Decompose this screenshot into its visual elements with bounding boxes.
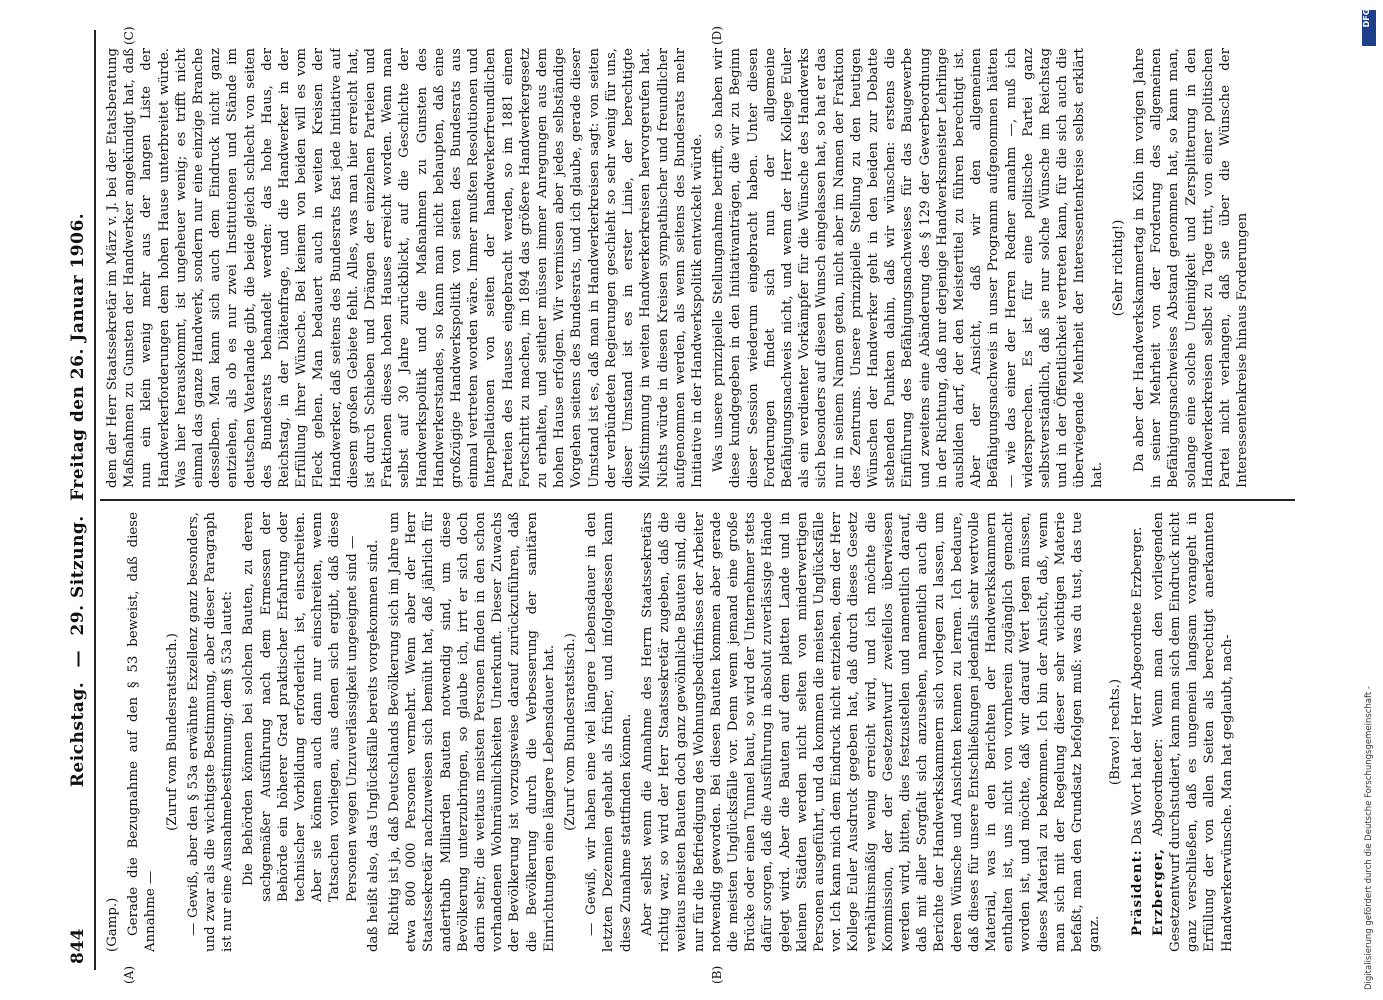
paragraph: Aber selbst wenn die Annahme des Herrn Staatssekretärs richtig war, so wird der Herr Staatssekretär zugeben, daß die weitaus meisten Bauten doch ganz gewöhnliche Bauten sind, die nur für die Befriedigung des Wohnungsbedürfnisses der Arbeiter notwendig geworden. Bei diesen Bauten kommen aber gerade die meisten Unglücksfälle vor. Denn wenn jemand eine große Brücke oder einen Tunnel baut, so wird der Unternehmer stets dafür sorgen, daß die Ausführung in absolut zuverlässige Hände gelegt wird. Aber die Bauten auf dem platten Lande und in kleinen Städten werden nicht selten von minderwertigen Personen ausgeführt, und da kommen die meisten Unglücksfälle vor. Ich kann mich dem Eindruck nicht entziehen, dem der Herr Kollege Euler Ausdruck gegeben hat, daß durch dieses Gesetz verhältnismäßig wenig erreicht wird, und ich möchte die Kommission, der der Gesetzentwurf zweifellos überwiesen werden wird, bitten, dies festzustellen und namentlich darauf, daß mit aller Sorgfalt sich anzusehen, namentlich auch die Berichte der Handwerkskammern sich vorlegen zu lassen, um deren Wünsche und Ansichten kennen zu lernen. Ich bedaure, daß dieses für unsere Entschließungen jedenfalls sehr wertvolle Material, was in den Berichten der Handwerkskammern enthalten ist, uns nicht von vornherein zugänglich gemacht worden ist, und möchte, daß wir darauf Wert legen müssen, dieses Material zu bekommen. Ich bin der Ansicht, daß, wenn man sich mit der Regelung dieser sehr wichtigen Materie befaßt, man den Grundsatz befolgen muß: was du tust, das tue ganz. <box>639 512 1103 952</box>
dfg-logo: DFG <box>1362 10 1376 46</box>
interjection: (Zuruf vom Bundesratstisch.) <box>563 633 579 831</box>
title-dash: — <box>68 649 88 668</box>
digitization-credit: Digitalisierung gefördert durch die Deutsche Forschungsgemeinschaft - <box>1364 686 1374 990</box>
paragraph <box>1150 512 1236 952</box>
paragraph: — Gewiß, aber den § 53a erwähnte Exzellenz ganz besonders, und zwar als die wichtigste Bestimmung, aber dieser Paragraph ist nur eine Ausnahmebestimmung; dem § 53a lautet: <box>185 512 236 952</box>
speech-text: Abgeordneter: Wenn man den vorliegenden Gesetzentwurf durchstudiert, kann man sich dem Eindruck nicht ganz verschließen, daß es ungemein langsam vorangeht in Erfüllung der von allen Seiten als berechtigt anerkannten Handwerkerwünsche. Man hat geglaubt, nach- <box>1150 512 1235 952</box>
interjection: (Sehr richtig!) <box>1110 219 1126 317</box>
left-column <box>104 512 1294 952</box>
paragraph <box>1129 512 1146 952</box>
paragraph: — Gewiß, wir haben eine viel längere Lebensdauer in den letzten Dezennien gehabt als früher, und infolgedessen kann diese Zunahme stattfinden können. <box>584 512 634 952</box>
session-name: 29. Sitzung. <box>68 515 88 636</box>
session-date: Freitag den 26. Januar 1906. <box>68 212 88 501</box>
paragraph: daß heißt also, das Unglücksfälle bereits vorgekommen sind. <box>365 539 381 952</box>
margin-mark-d: (D) <box>710 26 724 45</box>
speaker-name: Erzberger, <box>1150 848 1166 936</box>
paragraph: dem der Herr Staatssekretär im März v. J. bei der Etatsberatung Maßnahmen zu Gunsten der Handwerker angekündigt hat, daß nun ein klein wenig mehr aus der langen Liste der Handwerkerforderungen dem hohen Hause unterbreitet würde. Was hier herauskommt, ist ungeheuer wenig; es trifft nicht einmal das ganze Handwerk, sondern nur eine einzige Branche desselben. Man kann sich auch dem Eindruck nicht ganz entziehen, als ob es nur zwei Institutionen und Stände im deutschen Vaterlande gibt, die beide gleich schlecht von seiten des Bundesrats behandelt werden: das hohe Haus, der Reichstag, in der Diätenfrage, und die Handwerker in der Erfüllung ihrer Wünsche. Bei keinem von beiden will es vom Fleck gehen. Man bedauert auch in weiten Kreisen der Handwerker, daß seitens des Bundesrats fast jede Initiative auf diesem großen Gebiete fehlt. Alles, was man hier erreicht hat, ist durch Schieben und Drängen der einzelnen Parteien und Fraktionen dieses hohen Hauses erreicht worden. Wenn man selbst auf 30 Jahre zurückblickt, auf die Geschichte der Handwerkspolitik und die Maßnahmen zu Gunsten des Handwerkerstandes, so kann man nicht behaupten, daß eine großzügige Handwerkspolitik von seiten des Bundesrats aus einmal vertreten worden wäre. Immer mußten Resolutionen und Interpellationen von seiten der handwerkerfreundlichen Parteien des Hauses eingebracht werden, so im 1881 einen Fortschritt zu machen, im 1894 das größere Handwerkergesetz zu erhalten, und seither müssen immer Anregungen aus dem hohen Hause erfolgen. Wir vermissen aber jedes selbständige Vorgehen seitens des Bundesrats, und ich glaube, gerade dieser Umstand ist es, daß man in Handwerkerkreisen sagt: von seiten der verbündeten Regierungen geschieht so sehr wenig für uns, dieser Umstand ist es in erster Linie, der berechtigte Mißstimmung in weiten Handwerkerkreisen hervorgerufen hat. Nichts würde in diesen Kreisen sympathischer und freundlicher aufgenommen werden, als wenn seitens des Bundesrats mehr Initiative in der Handwerkspolitik entwickelt würde. <box>105 48 705 488</box>
page-header <box>60 30 96 970</box>
speech-text: Das Wort hat der Herr Abgeordnete Erzberger. <box>1129 526 1145 846</box>
paragraph: Da aber der Handwerkskammertag in Köln im vorigen Jahre in seiner Mehrheit von der Forderung des allgemeinen Befähigungsnachweises Abstand genommen hat, so kann man, solange eine solche Uneinigkeit und Zersplitterung in den Handwerkerkreisen selbst zu Tage tritt, von einer politischen Partei nicht verlangen, daß sie über die Wünsche der Interessentenkreise hinaus Forderungen <box>1131 48 1251 488</box>
chamber-name: Reichstag. <box>68 681 88 788</box>
quoted-law-text: Die Behörden können bei solchen Bauten, zu deren sachgemäßer Ausführung nach dem Ermessen der Behörde ein höherer Grad praktischer Erfahrung oder technischer Vorbildung erforderlich ist, einschreiten. Aber sie können auch dann nur einschreiten, wenn Tatsachen vorliegen, aus denen sich ergibt, daß diese Personen wegen Unzuverlässigkeit ungeeignet sind — <box>241 512 360 902</box>
interjection: (Zuruf vom Bundesratstisch.) <box>164 633 180 831</box>
speaker-name: Präsident: <box>1129 849 1145 936</box>
paragraph: Gerade die Bezugnahme auf den § 53 beweist, daß diese Annahme — <box>126 512 159 952</box>
rotated-document-page <box>60 26 1310 984</box>
margin-mark-c: (C) <box>122 26 136 45</box>
margin-mark-b: (B) <box>710 965 724 984</box>
margin-mark-a: (A) <box>122 965 136 984</box>
speaker-tag: (Gamp.) <box>105 897 120 952</box>
page-number: 844 <box>68 928 88 964</box>
running-title <box>68 30 88 970</box>
column-divider <box>100 499 1295 501</box>
paragraph: Richtig ist ja, daß Deutschlands Bevölkerung sich im Jahre um etwa 800 000 Personen vermehrt. Wenn aber der Herr Staatssekretär nachzuweisen sich bemüht hat, daß jährlich für anderthalb Milliarden Bauten notwendig sind, um diese Bevölkerung unterzubringen, so glaube ich, irrt er sich doch darin sehr; die weitaus meisten Personen finden in den schon vorhandenen Wohnräumlichkeiten Unterkunft. Dieser Zuwachs der Bevölkerung ist vorzugsweise darauf zurückzuführen, daß die Bevölkerung durch die Verbesserung der sanitären Einrichtungen eine längere Lebensdauer hat. <box>387 512 557 952</box>
paragraph: Was unsere prinzipielle Stellungnahme betrifft, so haben wir diese kundgegeben in den Initiativanträgen, die wir zu Beginn dieser Session wiederum eingebracht haben. Unter diesen Forderungen findet sich nun der allgemeine Befähigungsnachweis nicht, und wenn der Herr Kollege Euler als ein verdienter Vorkämpfer für die Wünsche des Handwerks sich besonders auf diesen Wunsch eingelassen hat, so hat er das nur in seinem Namen getan, nicht aber im Namen der Fraktion des Zentrums. Unsere prinzipielle Stellung zu den heutigen Wünschen der Handwerker geht in den beiden zur Debatte stehenden Punkten dahin, daß wir wünschen: erstens die Einführung des Befähigungsnachweises für das Baugewerbe und zweitens eine Abänderung des § 129 der Gewerbeordnung in der Richtung, daß nur derjenige Handwerksmeister Lehrlinge ausbilden darf, der den Meistertitel zu führen berechtigt ist. Aber der Ansicht, daß wir den allgemeinen Befähigungsnachweis in unser Programm aufgenommen hätten — wie das einer der Herren Redner annahm —, muß ich widersprechen. Es ist für eine politische Partei ganz selbstverständlich, daß sie nur solche Wünsche im Reichstag und in der Öffentlichkeit vertreten kann, für die sich auch die überwiegende Mehrheit der Interessentenkreise selbst erklärt hat. <box>711 48 1105 488</box>
interjection: (Bravo! rechts.) <box>1108 678 1124 786</box>
right-column <box>104 48 1294 488</box>
